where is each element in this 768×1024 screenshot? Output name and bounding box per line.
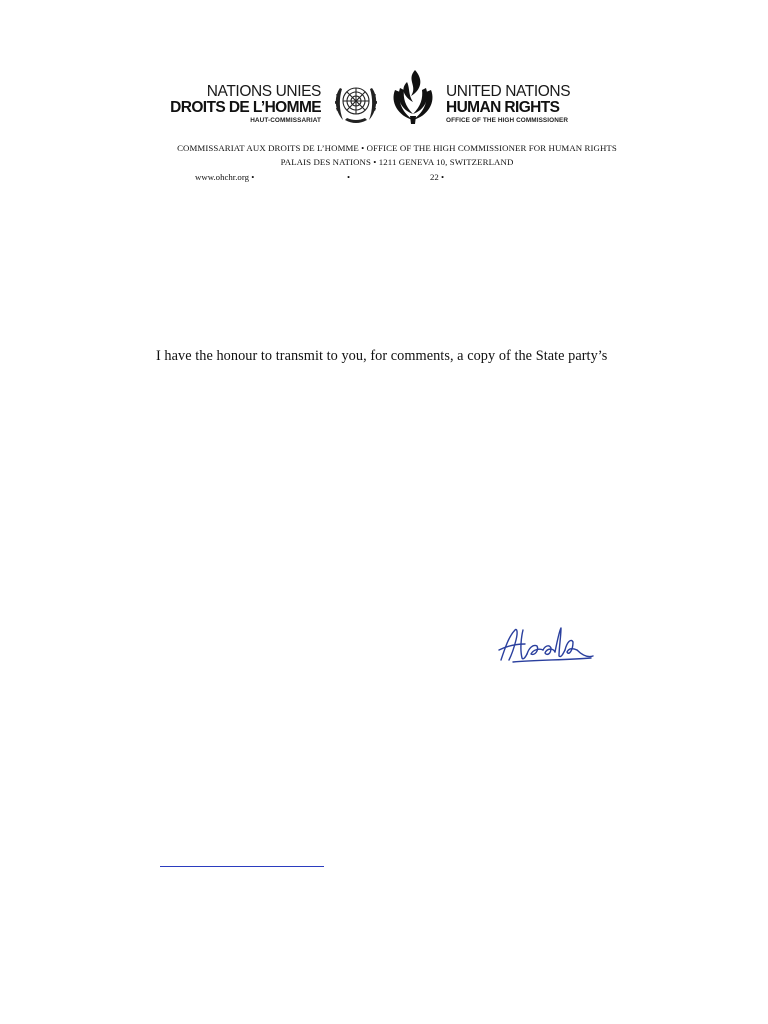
contact-separator: •	[347, 172, 351, 182]
footnote-separator-line	[160, 866, 324, 867]
website-link[interactable]: www.ohchr.org •	[195, 172, 255, 182]
letterhead-left-line2: DROITS DE L’HOMME	[170, 99, 321, 116]
letterhead-left-line1: NATIONS UNIES	[206, 83, 321, 100]
address-line-1: COMMISSARIAT AUX DROITS DE L’HOMME • OFFICE OF THE HIGH COMMISSIONER FOR HUMAN RIGHTS	[177, 143, 617, 153]
letterhead-right-line1: UNITED NATIONS	[446, 83, 571, 100]
letterhead-right-line2: HUMAN RIGHTS	[446, 99, 560, 116]
fax-number: 22 •	[430, 172, 445, 182]
letterhead-left-text	[170, 84, 321, 125]
contact-line	[0, 172, 768, 186]
letter-body-text: I have the honour to transmit to you, for comments, a copy of the State party’s	[156, 348, 608, 364]
handwritten-signature	[493, 620, 597, 668]
letterhead-left-line3: HAUT-COMMISSARIAT	[250, 117, 321, 124]
un-emblem-icon	[331, 80, 381, 126]
letterhead-right-text	[446, 84, 570, 125]
address-line-2: PALAIS DES NATIONS • 1211 GENEVA 10, SWITZERLAND	[280, 157, 514, 167]
letterhead-right-line3: OFFICE OF THE HIGH COMMISSIONER	[446, 117, 569, 124]
letterhead	[0, 0, 768, 200]
human-rights-flame-logo-icon	[388, 68, 438, 126]
